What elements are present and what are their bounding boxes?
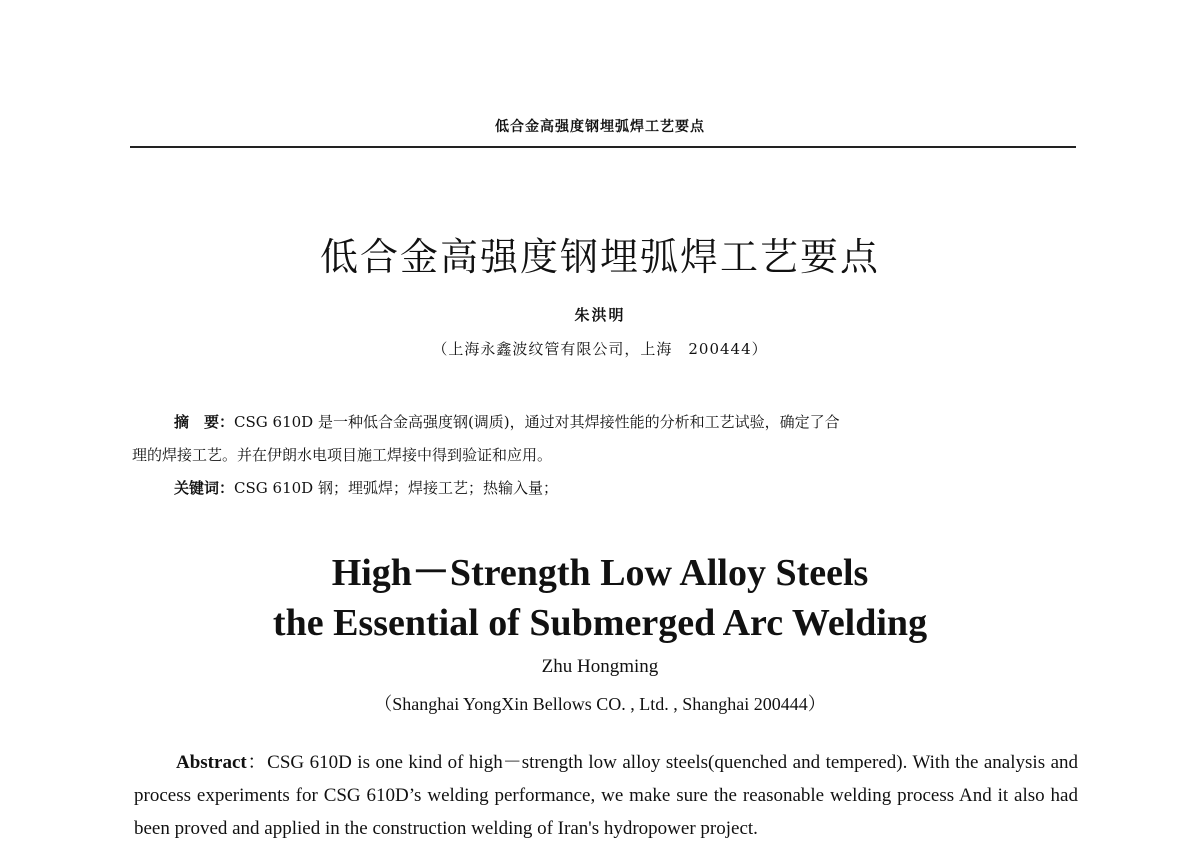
chinese-abstract-text-2: 理的焊接工艺。并在伊朗水电项目施工焊接中得到验证和应用。 — [132, 446, 553, 464]
english-title-line2: the Essential of Submerged Arc Welding — [272, 602, 928, 644]
chinese-affiliation: （上海永鑫波纹管有限公司，上海 200444） — [432, 340, 768, 358]
chinese-abstract-line2 — [132, 439, 1078, 472]
english-author: Zhu Hongming — [541, 656, 659, 677]
english-abstract-text: ：CSG 610D is one kind of high－strength low alloy steels(quenched and tempered). With the analysis and process experiments for CSG 610D’s welding performance, we make sure the reasonable welding process And it also had been proved and applied in the construction welding of Iran's hydropower project. — [134, 752, 1078, 839]
chinese-keywords-text: CSG 610D 钢；埋弧焊；焊接工艺；热输入量； — [234, 479, 558, 497]
english-title-line1: High－Strength Low Alloy Steels — [331, 552, 869, 594]
english-abstract-paragraph — [134, 746, 1078, 845]
chinese-title: 低合金高强度钢埋弧焊工艺要点 — [319, 235, 880, 279]
running-head: 低合金高强度钢埋弧焊工艺要点 — [495, 119, 705, 135]
chinese-keywords-label: 关键词： — [174, 479, 235, 497]
english-title — [0, 548, 1200, 648]
chinese-keywords — [132, 472, 1078, 505]
english-affiliation: （Shanghai YongXin Bellows CO. , Ltd. , Shanghai 200444） — [374, 694, 826, 714]
chinese-author: 朱洪明 — [574, 306, 626, 324]
english-abstract-label: Abstract — [176, 752, 247, 773]
header-rule — [130, 146, 1076, 148]
chinese-abstract-line1 — [132, 406, 1078, 439]
chinese-abstract-label: 摘 要： — [174, 413, 235, 431]
chinese-abstract-block — [132, 406, 1078, 505]
chinese-abstract-text-1: CSG 610D 是一种低合金高强度钢(调质)，通过对其焊接性能的分析和工艺试验，确定了合 — [234, 413, 840, 431]
english-abstract — [134, 746, 1078, 845]
